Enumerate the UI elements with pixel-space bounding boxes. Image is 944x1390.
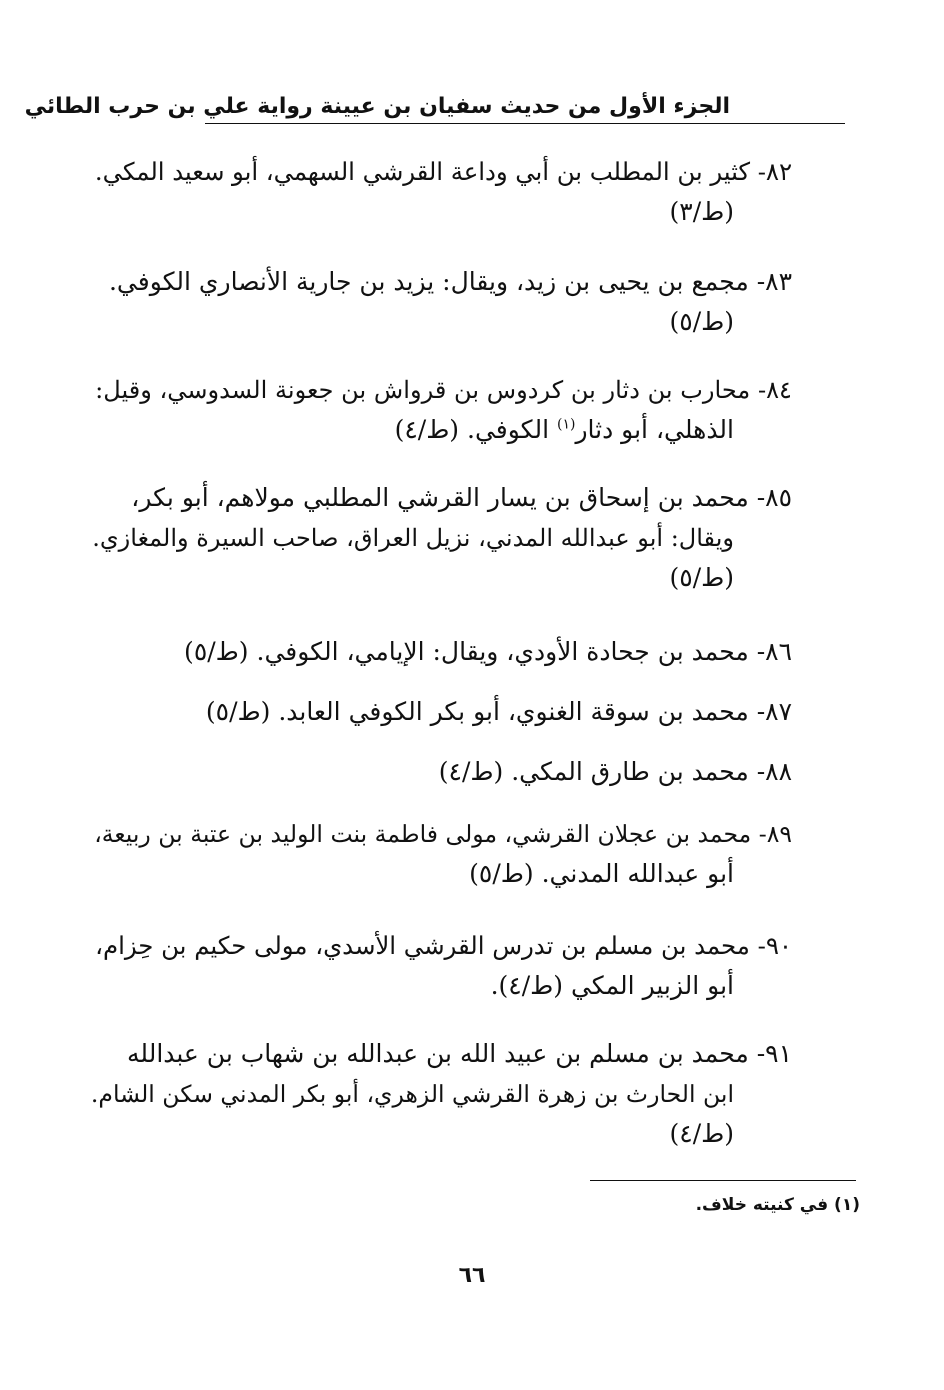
entry-number: ٨٢- xyxy=(757,157,792,186)
entry-number: ٨٣- xyxy=(756,267,792,296)
entry-line xyxy=(80,152,792,192)
footnote: (١) في كنيته خلاف. xyxy=(695,1195,860,1215)
entry-text: مجمع بن يحيى بن زيد، ويقال: يزيد بن جارية الأنصاري الكوفي. xyxy=(108,267,749,296)
entry-86 xyxy=(80,632,792,672)
entry-text: ويقال: أبو عبدالله المدني، نزيل العراق، صاحب السيرة والمغازي. xyxy=(92,524,734,552)
entry-text: كثير بن المطلب بن أبي وداعة القرشي السهمي، أبو سعيد المكي. xyxy=(94,157,750,186)
entry-number: ٨٦- xyxy=(756,637,792,666)
entry-line xyxy=(80,478,792,518)
entry-text: أبو الزبير المكي (ط/٤). xyxy=(490,971,734,1000)
footnote-marker: (١) xyxy=(556,416,576,433)
footnote-rule xyxy=(590,1180,856,1181)
entry-83 xyxy=(80,262,792,342)
entry-87 xyxy=(80,692,792,732)
entry-line xyxy=(80,370,792,410)
header-rule xyxy=(205,123,845,124)
entry-line xyxy=(80,1034,792,1074)
running-head: الجزء الأول من حديث سفيان بن عيينة رواية علي بن حرب الطائي xyxy=(24,94,730,119)
entry-text: محمد بن سوقة الغنوي، أبو بكر الكوفي العابد. (ط/٥) xyxy=(205,697,749,726)
entry-number: ٨٧- xyxy=(756,697,792,726)
entry-line xyxy=(80,926,792,966)
entry-text: ابن الحارث بن زهرة القرشي الزهري، أبو بكر المدني سكن الشام. xyxy=(90,1080,734,1108)
entry-number: ٨٤- xyxy=(757,376,792,404)
entry-number: ٨٥- xyxy=(756,483,792,512)
entry-line xyxy=(80,814,792,854)
entry-text: محمد بن إسحاق بن يسار القرشي المطلبي مولاهم، أبو بكر، xyxy=(131,483,749,512)
entry-82 xyxy=(80,152,792,232)
entry-text: محمد بن عجلان القرشي، مولى فاطمة بنت الوليد بن عتبة بن ربيعة، xyxy=(94,820,752,848)
entry-85 xyxy=(80,478,792,598)
entry-line xyxy=(80,410,792,450)
entry-line xyxy=(80,752,792,792)
entry-line xyxy=(80,262,792,302)
entry-91 xyxy=(80,1034,792,1154)
entry-number: ٩١- xyxy=(756,1039,792,1068)
entry-text: الكوفي. (ط/٤) xyxy=(394,415,557,444)
entry-citation: (ط/٥) xyxy=(669,563,734,592)
entry-citation: (ط/٣) xyxy=(669,197,734,226)
entry-text: محارب بن دثار بن كردوس بن قرواش بن جعونة السدوسي، وقيل: xyxy=(95,376,751,404)
entry-90 xyxy=(80,926,792,1006)
entry-number: ٩٠- xyxy=(757,931,792,960)
entry-number: ٨٨- xyxy=(756,757,792,786)
entry-line xyxy=(80,692,792,732)
entry-text: محمد بن مسلم بن عبيد الله بن عبدالله بن شهاب بن عبدالله xyxy=(127,1039,749,1068)
entry-89 xyxy=(80,814,792,894)
entry-88 xyxy=(80,752,792,792)
entry-text: الذهلي، أبو دثار xyxy=(575,415,734,444)
page-number: ٦٦ xyxy=(458,1263,486,1288)
entry-number: ٨٩- xyxy=(758,820,792,848)
entry-citation: (ط/٥) xyxy=(669,307,734,336)
entry-text: محمد بن مسلم بن تدرس القرشي الأسدي، مولى حكيم بن حِزام، xyxy=(95,931,750,960)
entry-text: أبو عبدالله المدني. (ط/٥) xyxy=(469,859,734,888)
entry-citation: (ط/٤) xyxy=(669,1119,734,1148)
entry-text: محمد بن جحادة الأودي، ويقال: الإيامي، الكوفي. (ط/٥) xyxy=(184,637,749,666)
entry-text: محمد بن طارق المكي. (ط/٤) xyxy=(438,757,749,786)
entry-line xyxy=(80,632,792,672)
entry-84 xyxy=(80,370,792,450)
